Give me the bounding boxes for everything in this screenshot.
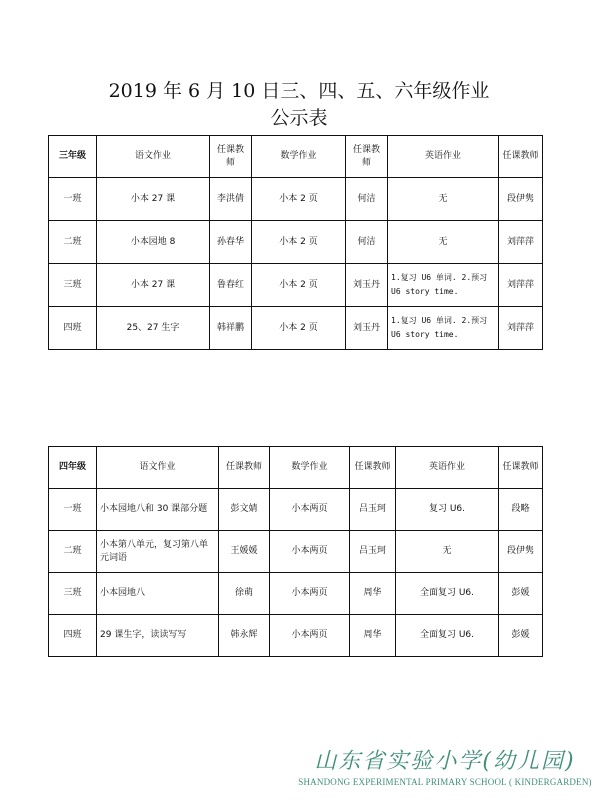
- math-homework-cell: 小本 2 页: [252, 307, 346, 350]
- chinese-homework-cell: 小本第八单元，复习第八单元词语: [97, 531, 219, 573]
- class-cell: 一班: [49, 178, 97, 221]
- grade-header: 三年级: [49, 136, 97, 178]
- teacher-cell: 刘萍萍: [499, 221, 543, 264]
- teacher-cell: 彭媛: [499, 573, 543, 615]
- table-row: [49, 489, 543, 531]
- teacher-cell: 周华: [350, 615, 396, 657]
- chinese-homework-cell: 小本园地八和 30 课部分题: [97, 489, 219, 531]
- table-header-row: [49, 136, 543, 178]
- math-homework-cell: 小本两页: [270, 489, 350, 531]
- teacher-cell: 韩祥鹏: [210, 307, 252, 350]
- school-logo: [296, 748, 594, 798]
- math-homework-cell: 小本 2 页: [252, 221, 346, 264]
- english-homework-cell: 1.复习 U6 单词. 2.预习 U6 story time.: [388, 264, 499, 307]
- teacher-cell: 吕玉珂: [350, 531, 396, 573]
- table-row: [49, 573, 543, 615]
- teacher-cell: 吕玉珂: [350, 489, 396, 531]
- page-subtitle: 公示表: [270, 107, 328, 129]
- grade4-homework-table: [48, 446, 543, 657]
- table-row: [49, 221, 543, 264]
- teacher-cell: 孙春华: [210, 221, 252, 264]
- column-header: 任课教师: [499, 136, 543, 178]
- teacher-cell: 彭文婧: [219, 489, 270, 531]
- class-cell: 二班: [49, 221, 97, 264]
- teacher-cell: 段伊隽: [499, 531, 543, 573]
- page-title: 2019 年 6 月 10 日三、四、五、六年级作业: [108, 80, 490, 102]
- english-homework-cell: 全面复习 U6.: [396, 615, 499, 657]
- column-header: 数学作业: [270, 447, 350, 489]
- column-header: 语文作业: [97, 447, 219, 489]
- english-homework-cell: 复习 U6.: [396, 489, 499, 531]
- chinese-homework-cell: 小本园地 8: [97, 221, 210, 264]
- english-homework-cell: 全面复习 U6.: [396, 573, 499, 615]
- teacher-cell: 何洁: [346, 221, 388, 264]
- school-name-english: SHANDONG EXPERIMENTAL PRIMARY SCHOOL ( KINDERGARDEN): [298, 777, 592, 787]
- class-cell: 一班: [49, 489, 97, 531]
- teacher-cell: 王媛媛: [219, 531, 270, 573]
- class-cell: 四班: [49, 307, 97, 350]
- column-header: 任课教师: [219, 447, 270, 489]
- teacher-cell: 周华: [350, 573, 396, 615]
- teacher-cell: 刘玉丹: [346, 264, 388, 307]
- column-header: 任课教师: [210, 136, 252, 178]
- teacher-cell: 韩永辉: [219, 615, 270, 657]
- grade3-homework-table: [48, 135, 543, 350]
- teacher-cell: 段伊隽: [499, 178, 543, 221]
- class-cell: 四班: [49, 615, 97, 657]
- table-row: [49, 531, 543, 573]
- math-homework-cell: 小本 2 页: [252, 178, 346, 221]
- teacher-cell: 刘萍萍: [499, 264, 543, 307]
- math-homework-cell: 小本两页: [270, 615, 350, 657]
- chinese-homework-cell: 小本 27 课: [97, 178, 210, 221]
- teacher-cell: 刘萍萍: [499, 307, 543, 350]
- column-header: 任课教师: [346, 136, 388, 178]
- chinese-homework-cell: 小本园地八: [97, 573, 219, 615]
- class-cell: 二班: [49, 531, 97, 573]
- column-header: 数学作业: [252, 136, 346, 178]
- table-row: [49, 264, 543, 307]
- teacher-cell: 段略: [499, 489, 543, 531]
- column-header: 语文作业: [97, 136, 210, 178]
- teacher-cell: 鲁春红: [210, 264, 252, 307]
- teacher-cell: 李洪倩: [210, 178, 252, 221]
- table-row: [49, 615, 543, 657]
- english-homework-cell: 无: [396, 531, 499, 573]
- math-homework-cell: 小本两页: [270, 531, 350, 573]
- chinese-homework-cell: 25、27 生字: [97, 307, 210, 350]
- school-name-chinese: 山东省实验小学(幼儿园): [314, 749, 576, 774]
- table-row: [49, 178, 543, 221]
- teacher-cell: 何洁: [346, 178, 388, 221]
- chinese-homework-cell: 29 课生字，读读写写: [97, 615, 219, 657]
- column-header: 任课教师: [499, 447, 543, 489]
- teacher-cell: 彭媛: [499, 615, 543, 657]
- math-homework-cell: 小本 2 页: [252, 264, 346, 307]
- english-homework-cell: 无: [388, 221, 499, 264]
- grade-header: 四年级: [49, 447, 97, 489]
- math-homework-cell: 小本两页: [270, 573, 350, 615]
- table-header-row: [49, 447, 543, 489]
- english-homework-cell: 1.复习 U6 单词. 2.预习 U6 story time.: [388, 307, 499, 350]
- class-cell: 三班: [49, 573, 97, 615]
- table-row: [49, 307, 543, 350]
- teacher-cell: 徐萌: [219, 573, 270, 615]
- column-header: 英语作业: [396, 447, 499, 489]
- english-homework-cell: 无: [388, 178, 499, 221]
- teacher-cell: 刘玉丹: [346, 307, 388, 350]
- column-header: 英语作业: [388, 136, 499, 178]
- class-cell: 三班: [49, 264, 97, 307]
- chinese-homework-cell: 小本 27 课: [97, 264, 210, 307]
- column-header: 任课教师: [350, 447, 396, 489]
